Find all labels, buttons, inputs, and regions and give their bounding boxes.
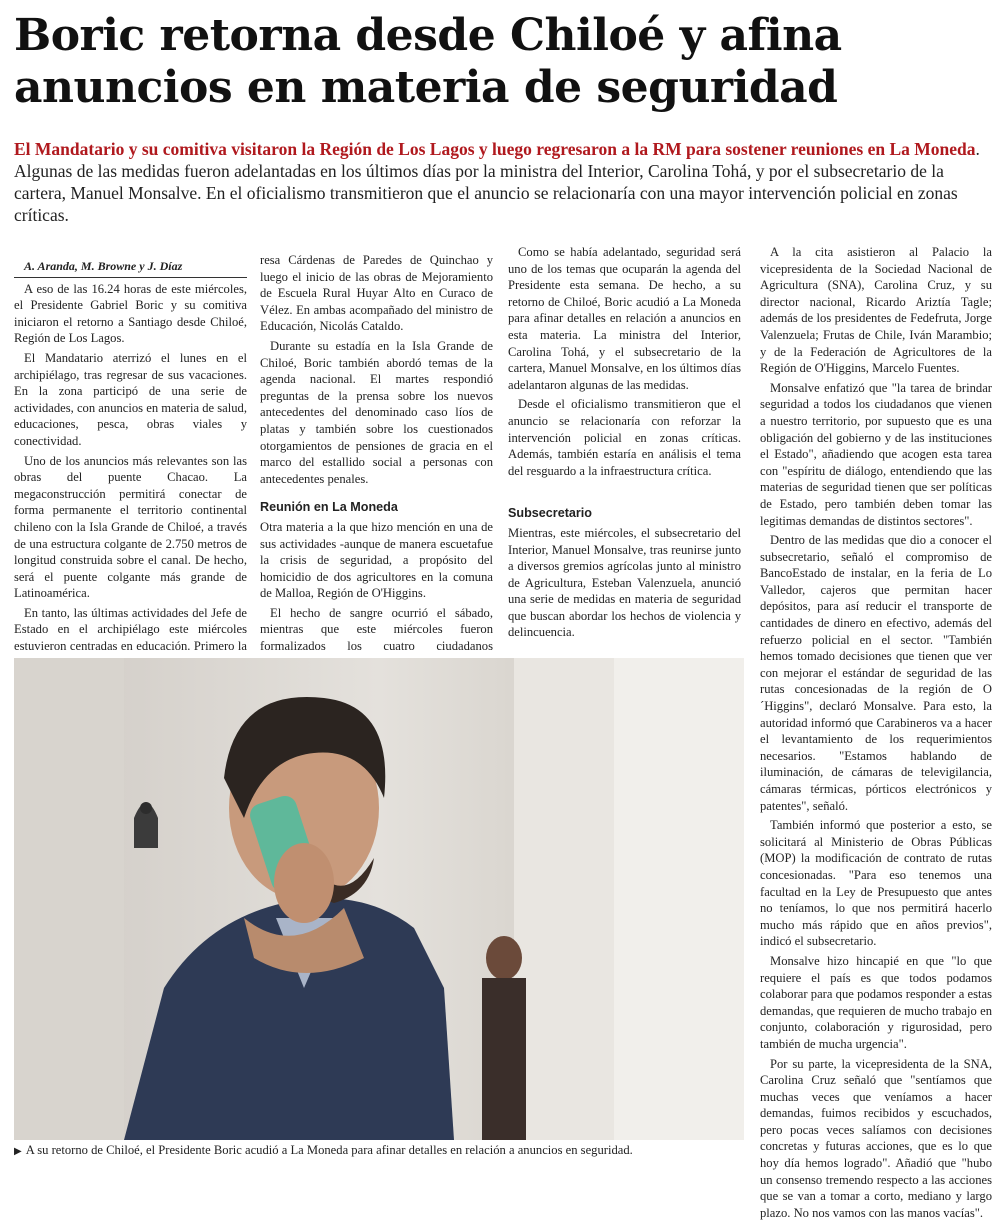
- photo-illustration: [14, 658, 744, 1140]
- paragraph: Otra materia a la que hizo mención en una de sus actividades -aunque de manera escuetafue la crisis de seguridad, a propósito del homicidio de dos agricultores en la comuna de Malloa, Región de O'Higgins.: [260, 519, 493, 601]
- news-photo: [14, 658, 744, 1140]
- column-3: [508, 244, 741, 644]
- lede: [14, 138, 989, 226]
- caption-triangle-icon: ▶: [14, 1146, 22, 1157]
- paragraph: Como se había adelantado, seguridad será uno de los temas que ocuparán la agenda del Presidente esta semana. De hecho, a su retorno de Chiloé, Boric acudió a La Moneda para afinar detalles en relación a anuncios en esta materia. La ministra del Interior, Carolina Tohá, y el subsecretario de la cartera, Manuel Monsalve, en los últimos días adelantaron algunas de las medidas.: [508, 245, 741, 392]
- column-1: [14, 252, 247, 707]
- lede-highlight: El Mandatario y su comitiva visitaron la Región de Los Lagos y luego regresaron a la RM para sostener reuniones en La Moneda: [14, 139, 976, 159]
- paragraph: También informó que posterior a esto, se solicitará al Ministerio de Obras Públicas (MOP) la modificación de contrato de rutas concesionadas. "Para eso tenemos una facultad en la Ley de Presupuesto que antes no teníamos, lo que nos permitirá hacerlo mucho más rápido que en años previos", indicó el subsecretario.: [760, 818, 992, 949]
- column-4: [760, 244, 992, 1224]
- column-2: [260, 252, 493, 674]
- paragraph: Monsalve hizo hincapié en que "lo que requiere el país es que todos podamos colaborar para que podamos responder a estas demandas, que requieren de mucho trabajo en conjunto, colaboración y rigurosidad, pero también de mucha urgencia".: [760, 953, 992, 1051]
- paragraph: En tanto, las últimas actividades del Jefe de Estado en el archipiélago este miércoles estuvieron centradas en educación. Primero la: [14, 605, 247, 654]
- caption-text: A su retorno de Chiloé, el Presidente Boric acudió a La Moneda para afinar detalles en relación a anuncios en seguridad.: [25, 1143, 633, 1157]
- paragraph: Por su parte, la vicepresidenta de la SNA, Carolina Cruz señaló que "sentíamos que muchas veces que veníamos a hacer demandas, fuimos recibidos y escuchados, pero pocas veces salíamos con decisiones concretas y futuras acciones, que es lo que hoy día hemos logrado". Añadió que "hubo un consenso tremendo respecto a las acciones que se van a tomar a corto, mediano y largo plazo. No nos vamos con las manos vacías".: [760, 1056, 992, 1220]
- subhead-reunion: Reunión en La Moneda: [260, 500, 398, 515]
- paragraph: Monsalve enfatizó que "la tarea de brindar seguridad a todos los ciudadanos que vienen a nuestro territorio, por supuesto que es una obligación del gobierno y de las instituciones el Estado", añadiendo que acogen esta tarea con "espíritu de diálogo, entendiendo que las materias de seguridad tienen que ser políticas de Estado, pero también deben tomar las legitimas demandas de distintos sectores".: [760, 380, 992, 528]
- subhead-subsecretario: Subsecretario: [508, 506, 592, 521]
- paragraph: A la cita asistieron al Palacio la vicepresidenta de la Sociedad Nacional de Agricultura (SNA), Carolina Cruz, y su director nacional, Ricardo Ariztía Tagle; además de los presidentes de Fedefruta, Jorge Valenzuela; Frutas de Chile, Iván Marambio; y de la Federación de Agricultores de la Región de O'Higgins, Marcelo Fuentes.: [760, 245, 992, 376]
- paragraph: Dentro de las medidas que dio a conocer el subsecretario, señaló el compromiso de BancoEstado de instalar, en la feria de Lo Valledor, cajeros que permitan hacer depósitos, para así reducir el transporte de cantidades de dinero en efectivo, además del refuerzo policial en el sector. "También hemos tomado decisiones que tienen que ver con mejorar el estándar de seguridad de las rutas concesionadas de la región de O´Higgins", declaró Monsalve. Para esto, la autoridad informó que Carabineros va a hacer el levantamiento de los requerimientos necesarios. "Estamos hablando de iluminación, de cámaras de televigilancia, cámaras térmicas, pórticos electrónicos y patentes", señaló.: [760, 533, 992, 813]
- paragraph: Mientras, este miércoles, el subsecretario del Interior, Manuel Monsalve, tras reunirse junto a diversos gremios agrícolas junto al ministro de Agricultura, Esteban Valenzuela, anunció una serie de medidas en materia de seguridad que buscan abordar los hechos de violencia y delincuencia.: [508, 525, 741, 640]
- paragraph: El hecho de sangre ocurrió el sábado, mientras que este miércoles fueron formalizados los cuatro ciudadanos: [260, 605, 493, 654]
- lede-body: . Algunas de las medidas fueron adelantadas en los últimos días por la ministra del Interior, Carolina Tohá, y por el subsecretario de la cartera, Manuel Monsalve. En el oficialismo transmitieron que el anuncio se relacionaría con una mayor intervención policial en zonas críticas.: [14, 139, 980, 225]
- headline: Boric retorna desde Chiloé y afina anuncios en materia de seguridad: [14, 10, 842, 113]
- byline: A. Aranda, M. Browne y J. Díaz: [14, 258, 247, 278]
- paragraph: Uno de los anuncios más relevantes son las obras del puente Chacao. La megaconstrucción permitirá conectar de forma permanente el territorio continental chileno con la Isla Grande de Chiloé, a través de una estructura colgante de 2.750 metros de longitud construida sobre el canal. De hecho, será el puente colgante más grande de Latinoamérica.: [14, 453, 247, 601]
- paragraph: resa Cárdenas de Paredes de Quinchao y luego el inicio de las obras de Mejoramiento de Escuela Rural Huyar Alto en Curaco de Vélez. En ambas acompañado del ministro de Educación, Nicolás Cataldo.: [260, 253, 493, 334]
- paragraph: A eso de las 16.24 horas de este miércoles, el Presidente Gabriel Boric y su comitiva iniciaron el retorno a Santiago desde Chiloé, Región de Los Lagos.: [14, 281, 247, 346]
- paragraph: Desde el oficialismo transmitieron que el anuncio se relacionaría con reforzar la intervención policial en zonas críticas. Además, también estaría en análisis el tema del resguardo a la infraestructura crítica.: [508, 397, 741, 478]
- paragraph: El Mandatario aterrizó el lunes en el archipiélago, tras regresar de sus vacaciones. En la zona participó de una serie de actividades, con anuncios en materia de salud, educaciones, pesca, obras viales y conectividad.: [14, 350, 247, 448]
- photo-caption: [14, 1143, 744, 1158]
- paragraph: Durante su estadía en la Isla Grande de Chiloé, Boric también abordó temas de la agenda nacional. El martes respondió preguntas de la prensa sobre los nuevos antecedentes del denominado caso líos de platas y también sobre los cuestionados otorgamientos de pensiones de gracia en el marco del estallido social a personas con antecedentes penales.: [260, 338, 493, 486]
